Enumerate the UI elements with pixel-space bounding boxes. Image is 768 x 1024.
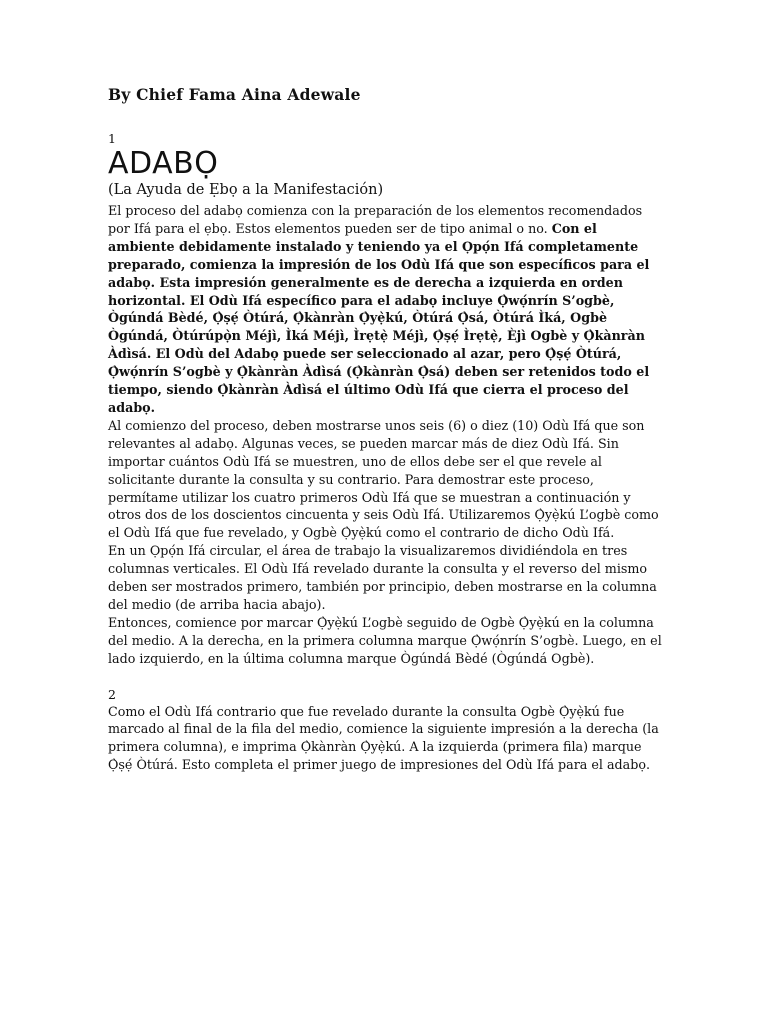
- paragraph-1-bold: Con el ambiente debidamente instalado y teniendo ya el Ọpọ́n Ifá completamente preparado, comienza la impresión de los Odù Ifá que son específicos para el adabọ. Esta impresión generalmente es de derecha a izquierda en orden horizontal. El Odù Ifá específico para el adabọ incluye Ọ̀wọ́nrín S’ogbè, Ògúndá Bèdé, Ọ̀ṣẹ́ Òtúrá, Ọ̀kànràn Ọ̀yẹ̀kú, Òtúrá Ọ̀sá, Òtúrá Ìká, Ogbè Ògúndá, Òtúrúpọ̀n Méjì, Ìká Méjì, Ìrẹtẹ̀ Méjì, Ọ̀ṣẹ́ Ìrẹtẹ̀, Èjì Ogbè y Ọ̀kànràn Àdìsá. El Odù del Adabọ puede ser seleccionado al azar, pero Ọ̀ṣẹ́ Òtúrá, Ọ̀wọ́nrín S’ogbè y Ọ̀kànràn Àdìsá (Ọ̀kànràn Ọ̀sá) deben ser retenidos todo el tiempo, siendo Ọ̀kànràn Àdìsá el último Odù Ifá que cierra el proceso del adabọ.: [108, 220, 650, 415]
- paragraph-1: [108, 202, 664, 417]
- section-title: ADABỌ: [108, 146, 219, 181]
- author-line: By Chief Fama Aina Adewale: [108, 85, 361, 104]
- document-page: [108, 84, 664, 774]
- paragraph-2: Al comienzo del proceso, deben mostrarse unos seis (6) o diez (10) Odù Ifá que son relevantes al adabọ. Algunas veces, se pueden marcar más de diez Odù Ifá. Sin importar cuántos Odù Ifá se muestren, uno de ellos debe ser el que revele al solicitante durante la consulta y su contrario. Para demostrar este proceso, permítame utilizar los cuatro primeros Odù Ifá que se muestran a continuación y otros dos de los doscientos cincuenta y seis Odù Ifá. Utilizaremos Ọ̀yẹ̀kú L’ogbè como el Odù Ifá que fue revelado, y Ogbè Ọ̀yẹ̀kú como el contrario de dicho Odù Ifá.: [108, 417, 659, 541]
- page-number-1: 1: [108, 131, 116, 146]
- paragraph-1-plain: El proceso del adabọ comienza con la preparación de los elementos recomendados por Ifá para el ẹbọ. Estos elementos pueden ser de tipo animal o no.: [108, 203, 643, 236]
- paragraph-4: Entonces, comience por marcar Ọ̀yẹ̀kú L’ogbè seguido de Ogbè Ọ̀yẹ̀kú en la columna del medio. A la derecha, en la primera columna marque Ọ̀wọ́nrín S’ogbè. Luego, en el lado izquierdo, en la última columna marque Ògúndá Bèdé (Ògúndá Ogbè).: [108, 614, 662, 666]
- section-spacer: [108, 668, 664, 686]
- section-subtitle: (La Ayuda de Ẹbọ a la Manifestación): [108, 182, 384, 198]
- page-number-2: 2: [108, 686, 116, 702]
- paragraph-3: En un Ọpọ́n Ifá circular, el área de trabajo la visualizaremos dividiéndola en tres columnas verticales. El Odù Ifá revelado durante la consulta y el reverso del mismo deben ser mostrados primero, también por principio, deben mostrarse en la columna del medio (de arriba hacia abajo).: [108, 543, 657, 612]
- paragraph-5: Como el Odù Ifá contrario que fue revelado durante la consulta Ogbè Ọ̀yẹ̀kú fue marcado al final de la fila del medio, comience la siguiente impresión a la derecha (la primera columna), e imprima Ọ̀kànràn Ọ̀yẹ̀kú. A la izquierda (primera fila) marque Ọ̀ṣẹ́ Òtúrá. Esto completa el primer juego de impresiones del Odù Ifá para el adabọ.: [108, 703, 659, 773]
